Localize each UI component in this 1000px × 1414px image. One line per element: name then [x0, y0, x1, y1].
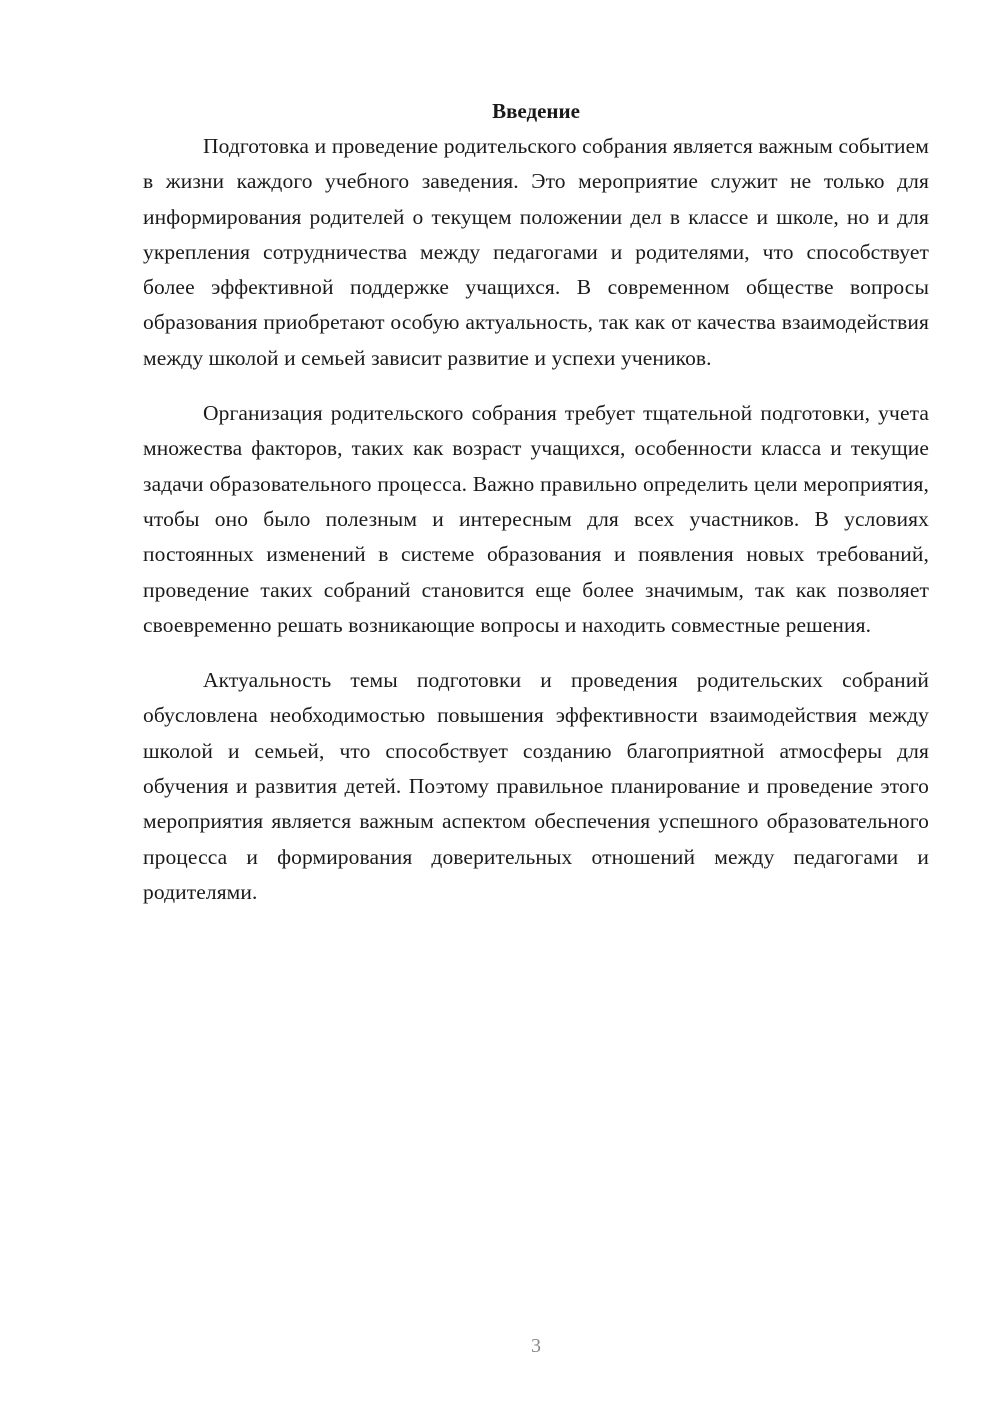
paragraph-1: Подготовка и проведение родительского собрания является важным событием в жизни каждого учебного заведения. Это мероприятие служит не только для информирования родителей о текущем положении дел в классе и школе, но и для укрепления сотрудничества между педагогами и родителями, что способствует более эффективной поддержке учащихся. В современном обществе вопросы образования приобретают особую актуальность, так как от качества взаимодействия между школой и семьей зависит развитие и успехи учеников.	[143, 134, 929, 370]
paragraph-3: Актуальность темы подготовки и проведения родительских собраний обусловлена необходимостью повышения эффективности взаимодействия между школой и семьей, что способствует созданию благоприятной атмосферы для обучения и развития детей. Поэтому правильное планирование и проведение этого мероприятия является важным аспектом обеспечения успешного образовательного процесса и формирования доверительных отношений между педагогами и родителями.	[143, 668, 929, 904]
section-heading: Введение	[492, 99, 580, 123]
page-content	[143, 93, 929, 910]
page-number: 3	[531, 1335, 541, 1357]
paragraph-2: Организация родительского собрания требует тщательной подготовки, учета множества факторов, таких как возраст учащихся, особенности класса и текущие задачи образовательного процесса. Важно правильно определить цели мероприятия, чтобы оно было полезным и интересным для всех участников. В условиях постоянных изменений в системе образования и появления новых требований, проведение таких собраний становится еще более значимым, так как позволяет своевременно решать возникающие вопросы и находить совместные решения.	[143, 401, 929, 637]
